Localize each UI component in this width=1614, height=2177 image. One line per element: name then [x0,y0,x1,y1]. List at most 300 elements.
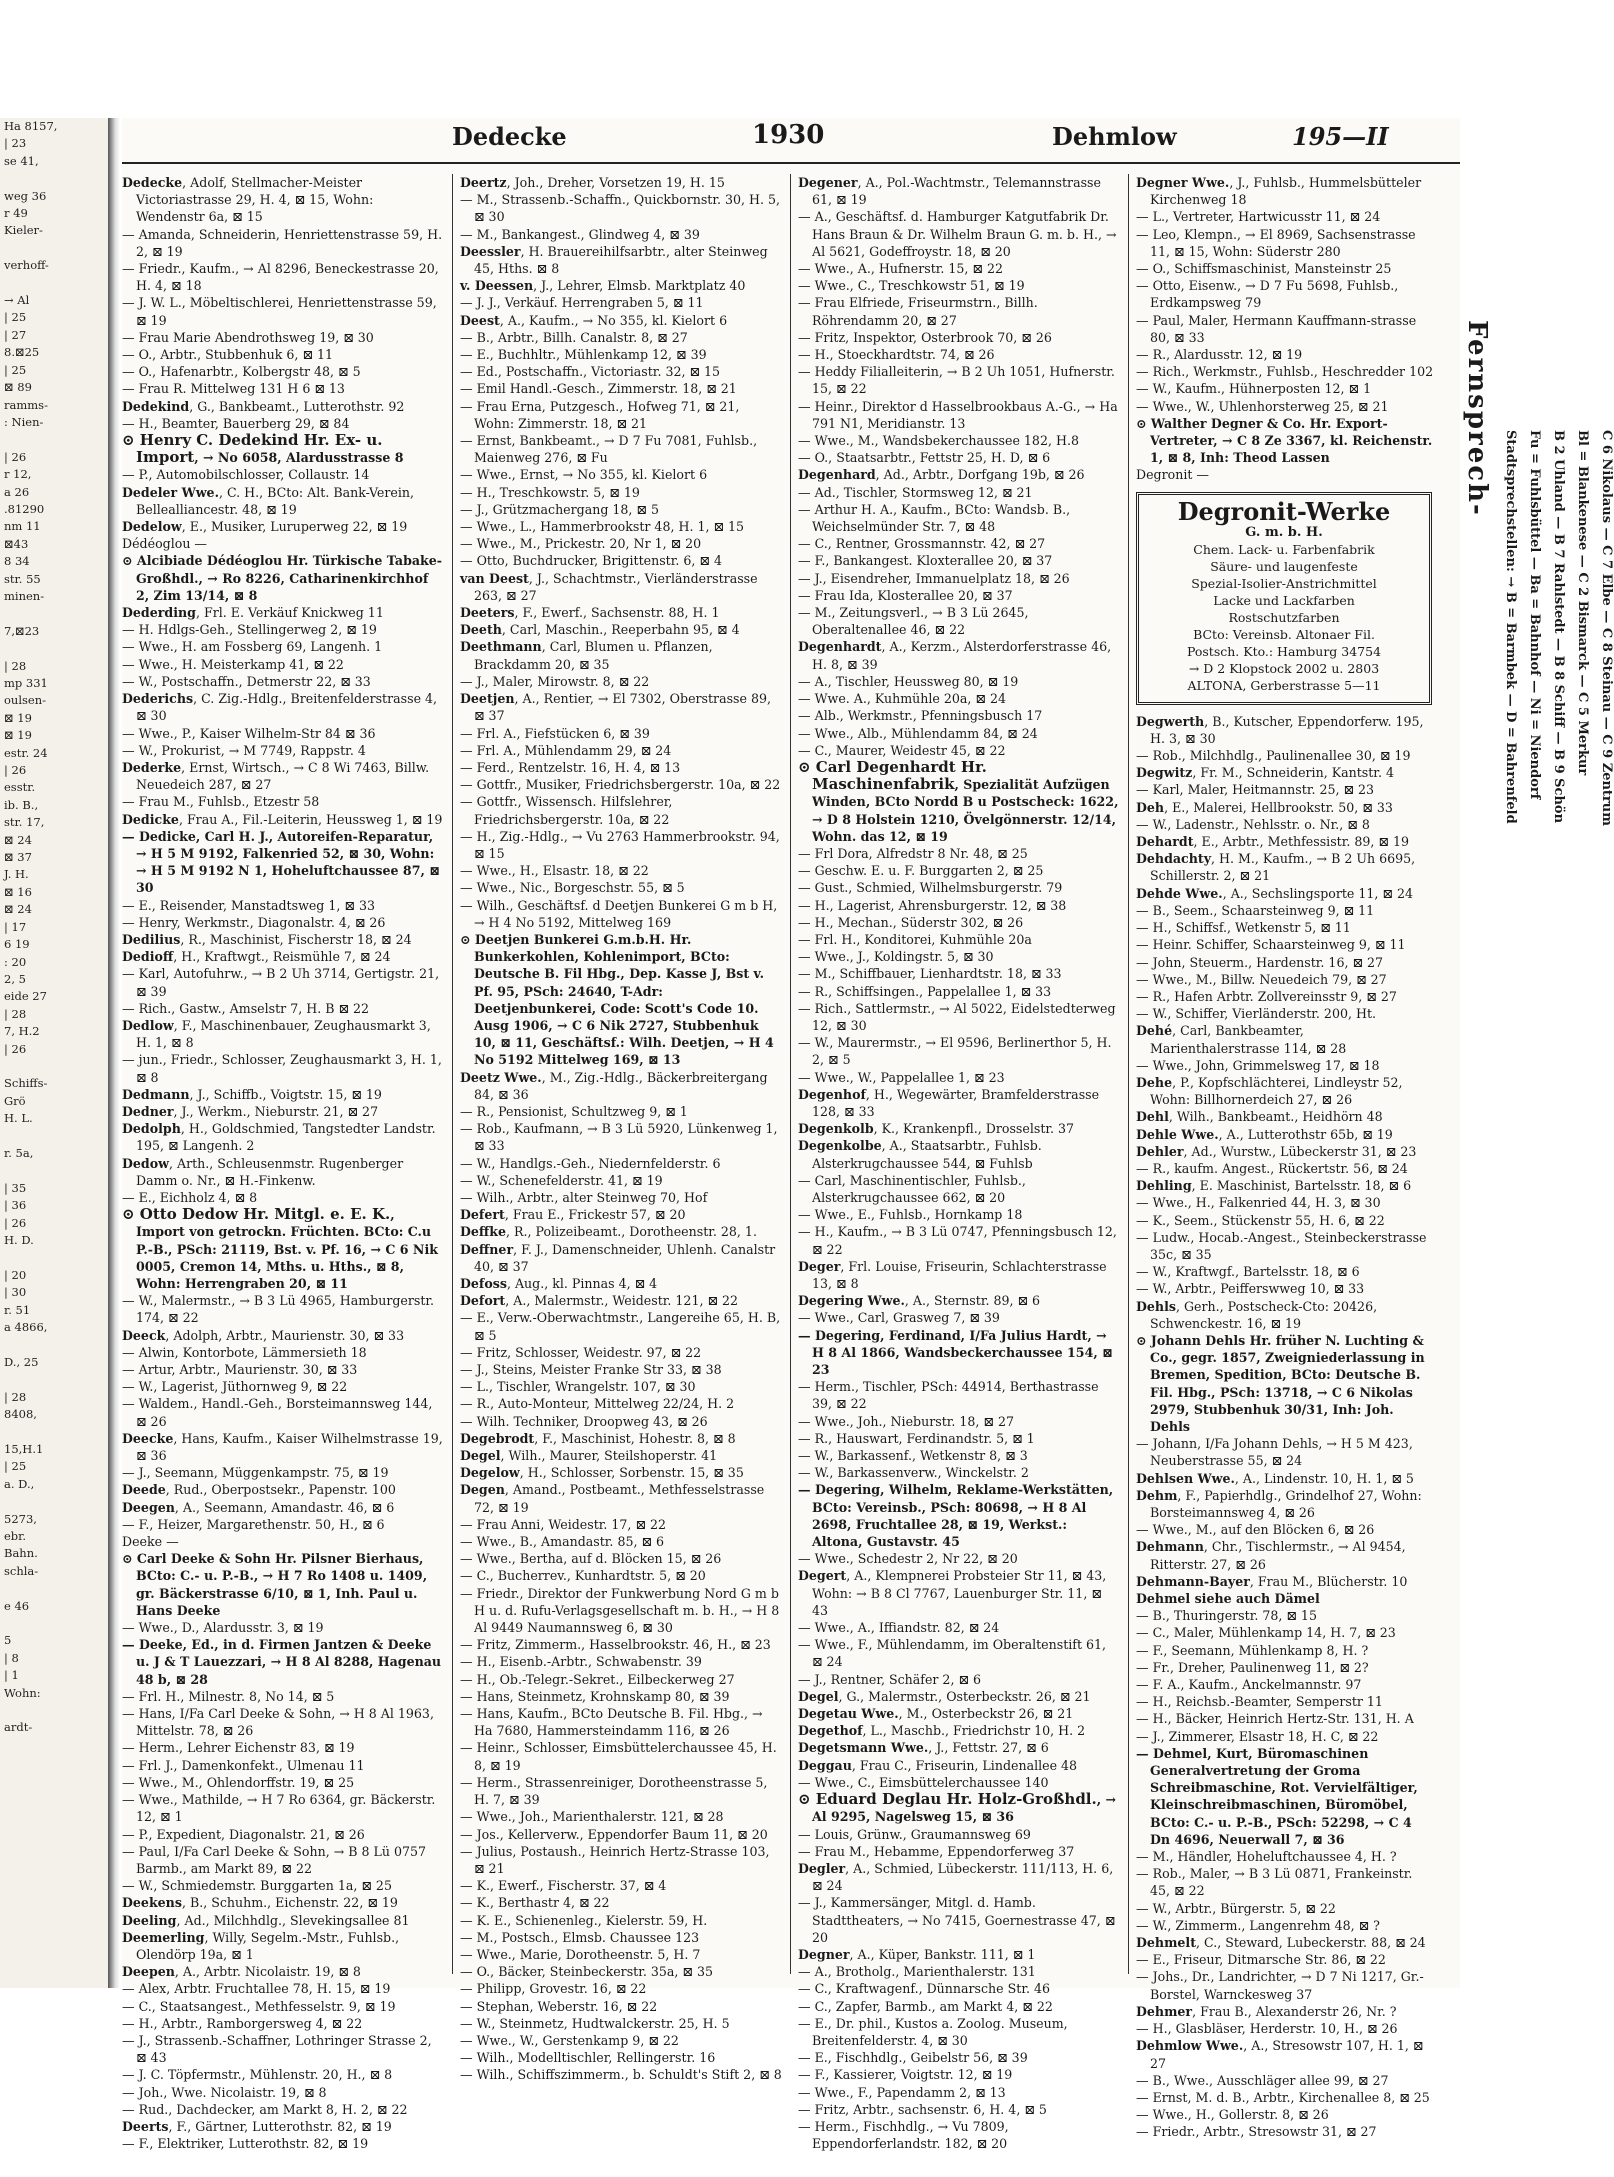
directory-entry: ⊙ Alcibiade Dédéoglou Hr. Türkische Tabake-Großhdl., → Ro 8226, Catharinenkirchhof 2, Zim 13/14, ⊠ 8 [122,553,442,603]
ad-title: Degronit-Werke [1177,496,1391,526]
previous-page-fragment: weg 36 [4,188,47,203]
directory-entry: Degwitz, Fr. M., Schneiderin, Kantstr. 4 [1136,765,1394,781]
previous-page-fragment: D., 25 [4,1354,39,1369]
previous-page-fragment: a 4866, [4,1320,48,1335]
ad-lines [1149,541,1419,694]
directory-entry: — Wwe. A., Kuhmühle 20a, ⊠ 24 [798,691,1007,707]
directory-entry: — F., Bankangest. Kloxterallee 20, ⊠ 37 [798,553,1053,569]
directory-entry: — W., Ladenstr., Nehlsstr. o. Nr., ⊠ 8 [1136,816,1370,832]
directory-entry: — Otto, Buchdrucker, Brigittenstr. 6, ⊠ 4 [460,553,722,569]
directory-entry: — Wwe., P., Kaiser Wilhelm-Str 84 ⊠ 36 [122,725,376,741]
directory-entry: Degetsmann Wwe., J., Fettstr. 27, ⊠ 6 [798,1740,1049,1756]
directory-entry: — Frau M., Hebamme, Eppendorferweg 37 [798,1843,1075,1859]
directory-entry: — Wwe., M., Prickestr. 20, Nr 1, ⊠ 20 [460,536,702,552]
directory-entry: — Hans, Kaufm., BCto Deutsche B. Fil. Hbg., → Ha 7680, Hammersteindamm 116, ⊠ 26 [460,1706,763,1739]
previous-page-fragment: | 28 [4,658,27,673]
directory-entry: — Arthur H. A., Kaufm., BCto: Wandsb. B., Weichselmünder Str. 7, ⊠ 48 [798,501,1071,535]
directory-entry: — E., Friseur, Ditmarsche Str. 86, ⊠ 22 [1136,1952,1386,1968]
previous-page-fragment: ramms- [4,397,48,412]
directory-entry: — W., Arbtr., Bürgerstr. 5, ⊠ 22 [1136,1900,1336,1916]
directory-entry: — K., Seem., Stückenstr 55, H. 6, ⊠ 22 [1136,1212,1385,1228]
directory-entry: ⊙ Eduard Deglau Hr. Holz-Großhdl., → Al 9295, Nagelsweg 15, ⊠ 36 [798,1790,1117,1825]
directory-entry: — Wwe., A., Iffiandstr. 82, ⊠ 24 [798,1620,1000,1636]
previous-page-fragment [0,605,110,622]
previous-page-fragment: ebr. [4,1528,27,1543]
directory-entry: — H., Arbtr., Ramborgersweg 4, ⊠ 22 [122,2015,363,2031]
previous-page-fragment [0,431,110,448]
directory-entry: — J., Strassenb.-Schaffner, Lothringer Strasse 2, ⊠ 43 [122,2032,432,2066]
directory-entry: — Otto, Eisenw., → D 7 Fu 5698, Fuhlsb., Erdkampsweg 79 [1136,278,1399,311]
directory-entry: — Frl. H., Konditorei, Kuhmühle 20a [798,931,1032,947]
header-last-name: Dehmlow [1052,122,1177,151]
directory-entry: — L., Vertreter, Hartwicusstr 11, ⊠ 24 [1136,209,1381,225]
directory-entry: — Wwe., John, Grimmelsweg 17, ⊠ 18 [1136,1057,1380,1073]
directory-entry: — B., Arbtr., Billh. Canalstr. 8, ⊠ 27 [460,329,688,345]
directory-entry: Dedmann, J., Schiffb., Voigtstr. 15, ⊠ 19 [122,1086,382,1102]
previous-page-fragment: : Nien- [4,414,44,429]
side-strip-line: Bl = Blankenese — C 2 Bismarck — C 5 Merkur [1575,430,1590,776]
directory-entry: — Rud., Dachdecker, am Markt 8, H. 2, ⊠ 22 [122,2101,408,2117]
directory-entry: — F. A., Kaufm., Anckelmannstr. 97 [1136,1677,1362,1693]
page-header [122,118,1460,160]
directory-entry: Deegen, A., Seemann, Amandastr. 46, ⊠ 6 [122,1499,395,1515]
directory-entry: — Wwe., H., Elsastr. 18, ⊠ 22 [460,863,649,879]
directory-entry: Defoss, Aug., kl. Pinnas 4, ⊠ 4 [460,1276,658,1291]
directory-entry: — Wwe., W., Gerstenkamp 9, ⊠ 22 [460,2032,679,2048]
directory-entry: — Frau Erna, Putzgesch., Hofweg 71, ⊠ 21, Wohn: Zimmerstr. 18, ⊠ 21 [460,398,740,431]
directory-entry: Degel, Wilh., Maurer, Steilshoperstr. 41 [460,1448,718,1464]
directory-entry: — Rob., Kaufmann, → B 3 Lü 5920, Lünkenweg 1, ⊠ 33 [460,1121,778,1154]
directory-entry: — P., Expedient, Diagonalstr. 21, ⊠ 26 [122,1826,365,1842]
directory-entry: — Ernst, Bankbeamt., → D 7 Fu 7081, Fuhlsb., Maienweg 276, ⊠ Fu [460,433,758,466]
directory-entry: — F., Heizer, Margarethenstr. 50, H., ⊠ 6 [122,1516,385,1532]
previous-page-fragment: ib. B., [4,797,39,812]
directory-entry: Dehde Wwe., A., Sechslingsporte 11, ⊠ 24 [1136,885,1413,901]
directory-entry: Defert, Frau E., Frickestr 57, ⊠ 20 [460,1207,686,1223]
directory-entry: Dédéoglou — [122,536,208,552]
previous-page-fragment: | 27 [4,327,27,342]
directory-entry: — Hans, Steinmetz, Krohnskamp 80, ⊠ 39 [460,1688,730,1704]
directory-entry: — Herm., Lehrer Eichenstr 83, ⊠ 19 [122,1740,355,1756]
directory-entry: — C., Zapfer, Barmb., am Markt 4, ⊠ 22 [798,1998,1053,2014]
directory-entry: — F., Kassierer, Voigtstr. 12, ⊠ 19 [798,2067,1013,2083]
directory-entry: — Fritz, Inspektor, Osterbrook 70, ⊠ 26 [798,329,1052,345]
directory-entry: — Wwe., F., Papendamm 2, ⊠ 13 [798,2084,1006,2100]
ad-line: BCto: Vereinsb. Altonaer Fil. [1193,626,1375,642]
directory-entry: — C., Kraftwagenf., Dünnarsche Str. 46 [798,1981,1050,1997]
directory-entry: — L., Tischler, Wrangelstr. 107, ⊠ 30 [460,1379,696,1395]
directory-entry: Degelow, H., Schlosser, Sorbenstr. 15, ⊠ 35 [460,1465,744,1481]
directory-entry: Dederke, Ernst, Wirtsch., → C 8 Wi 7463, Billw. Neuedeich 287, ⊠ 27 [122,759,430,793]
directory-entry: — W., Arbtr., Peifferswweg 10, ⊠ 33 [1136,1281,1365,1297]
previous-page-fragment: verhoff- [4,258,49,273]
previous-page-fragment: ⊠ 19 [4,710,32,725]
directory-entry: Dehmann, Chr., Tischlermstr., → Al 9454, Ritterstr. 27, ⊠ 26 [1136,1539,1406,1572]
ad-subtitle: G. m. b. H. [1245,524,1323,540]
page-number: 195—II [1292,122,1389,151]
directory-entry: — H., Glasbläser, Herderstr. 10, H., ⊠ 26 [1136,2021,1398,2037]
directory-entry: Deessler, H. Brauereihilfsarbtr., alter Steinweg 45, Hths. ⊠ 8 [460,243,768,277]
directory-entry: — Ad., Tischler, Stormsweg 12, ⊠ 21 [798,484,1033,500]
directory-entry: Deethmann, Carl, Blumen u. Pflanzen, Brackdamm 20, ⊠ 35 [460,639,713,672]
ad-line: Rostschutzfarben [1228,609,1340,625]
directory-entry: Degenhard, Ad., Arbtr., Dorfgang 19b, ⊠ 26 [798,467,1085,483]
directory-entry: Deh, E., Malerei, Hellbrookstr. 50, ⊠ 33 [1136,799,1393,815]
directory-entry: — H., Lagerist, Ahrensburgerstr. 12, ⊠ 38 [798,897,1067,913]
directory-entry: Degronit — [1136,467,1210,483]
directory-entry: Dedecke, Adolf, Stellmacher-Meister Victoriastrasse 29, H. 4, ⊠ 15, Wohn: Wendenstr 6a, ⊠ 15 [122,175,374,225]
directory-entry: Deepen, A., Arbtr. Nicolaistr. 19, ⊠ 8 [122,1964,361,1980]
book-gutter [108,118,120,1988]
directory-entry: — A., Geschäftsf. d. Hamburger Katgutfabrik Dr. Hans Braun & Dr. Wilhelm Braun G. m. b. H., → Al 5621, Godeffroystr. 18, ⊠ 20 [798,209,1117,259]
directory-entry: — A., Brotholg., Marienthalerstr. 131 [798,1964,1036,1980]
directory-entry: — Henry, Werkmstr., Diagonalstr. 4, ⊠ 26 [122,914,386,930]
previous-page-fragment [0,1423,110,1440]
directory-entry: — Fritz, Arbtr., sachsenstr. 6, H. 4, ⊠ 5 [798,2101,1047,2117]
directory-entry: — J., Maler, Mirowstr. 8, ⊠ 22 [460,673,650,689]
directory-entry: — Wilh. Techniker, Droopweg 43, ⊠ 26 [460,1413,708,1429]
directory-entry: — Frl. J., Damenkonfekt., Ulmenau 11 [122,1757,365,1773]
directory-entry: — Wwe., Joh., Marienthalerstr. 121, ⊠ 28 [460,1809,724,1825]
directory-entry: — W., Lagerist, Jüthornweg 9, ⊠ 22 [122,1379,348,1395]
directory-entry: Deemerling, Willy, Segelm.-Mstr., Fuhlsb., Olendörp 19a, ⊠ 1 [122,1929,400,1962]
directory-entry: — B., Seem., Schaarsteinweg 9, ⊠ 11 [1136,902,1375,918]
directory-entry: — M., Schiffbauer, Lienhardtstr. 18, ⊠ 33 [798,966,1062,982]
directory-entry: — Waldem., Handl.-Geh., Borsteimannsweg 144, ⊠ 26 [122,1396,433,1429]
directory-entry: — Alb., Werkmstr., Pfenningsbusch 17 [798,708,1043,724]
directory-entry: — J. W. L., Möbeltischlerei, Henriettenstrasse 59, ⊠ 19 [122,295,437,328]
previous-page-fragment: Schiffs- [4,1076,48,1091]
directory-entry: ⊙ Johann Dehls Hr. früher N. Luchting & Co., gegr. 1857, Zweigniederlassung in Bremen, Spedition, BCto: Deutsche B. Fil. Hbg., PSch: 13718, → C 6 Nikolas 2979, Stubbenhuk 30/31, Inh: Joh. Dehls [1136,1332,1425,1434]
ad-line: Lacke und Lackfarben [1213,592,1355,608]
directory-entry: — Ed., Postschaffn., Victoriastr. 32, ⊠ 15 [460,364,721,380]
directory-entry: — F., Elektriker, Lutterothstr. 82, ⊠ 19 [122,2136,369,2152]
previous-page-fragment: 7, H.2 [4,1024,40,1039]
directory-entry: — B., Thuringerstr. 78, ⊠ 15 [1136,1608,1317,1624]
previous-page-fragment: r. 5a, [4,1145,34,1160]
directory-entry: — Wwe., W., Pappelallee 1, ⊠ 23 [798,1069,1005,1085]
previous-page-fragment: | 26 [4,449,27,464]
directory-entry: — W., Barkassenf., Wetkenstr 8, ⊠ 3 [798,1448,1028,1464]
directory-entry: — Gottfr., Wissensch. Hilfslehrer, Friedrichsbergerstr. 10a, ⊠ 22 [460,794,673,827]
directory-entry: Dehdachty, H. M., Kaufm., → B 2 Uh 6695, Schillerstr. 2, ⊠ 21 [1136,851,1416,884]
directory-entry: — C., Maurer, Weidestr 45, ⊠ 22 [798,742,1006,758]
column-4 [1136,174,1436,2140]
directory-entry: Deerts, F., Gärtner, Lutterothstr. 82, ⊠ 19 [122,2118,392,2134]
column-divider [1128,174,1129,1974]
directory-entry: — Alwin, Kontorbote, Lämmersieth 18 [122,1344,367,1360]
directory-entry: Deest, A., Kaufm., → No 355, kl. Kielort 6 [460,312,728,328]
directory-entry: — O., Arbtr., Stubbenhuk 6, ⊠ 11 [122,347,334,363]
directory-entry: — H. Hdlgs-Geh., Stellingerweg 2, ⊠ 19 [122,622,377,638]
directory-entry: — Julius, Postaush., Heinrich Hertz-Strasse 103, ⊠ 21 [460,1843,770,1876]
directory-entry: — Ludw., Hocab.-Angest., Steinbeckerstrasse 35c, ⊠ 35 [1136,1229,1427,1262]
directory-entry: — Wwe., C., Treschkowstr 51, ⊠ 19 [798,278,1025,294]
directory-entry: — R., Auto-Monteur, Mittelweg 22/24, H. 2 [460,1396,735,1412]
directory-entry: — Wwe., Joh., Nieburstr. 18, ⊠ 27 [798,1413,1015,1429]
directory-entry: Degert, A., Klempnerei Probsteier Str 11, ⊠ 43, Wohn: → B 8 Cl 7767, Lauenburger Str. 11, ⊠ 43 [798,1568,1107,1618]
directory-entry: — M., Strassenb.-Schaffn., Quickbornstr. 30, H. 5, ⊠ 30 [460,192,781,225]
previous-page-fragment: mp 331 [4,676,48,690]
column-divider [790,174,791,1974]
directory-entry: — J., Kammersänger, Mitgl. d. Hamb. Stadttheaters, → No 7415, Goernestrasse 47, ⊠ 20 [798,1895,1116,1945]
directory-entry: Degner, A., Küper, Bankstr. 111, ⊠ 1 [798,1946,1036,1962]
directory-entry: — Wwe., H., Falkenried 44, H. 3, ⊠ 30 [1136,1195,1381,1211]
directory-entry: — H., Zig.-Hdlg., → Vu 2763 Hammerbrookstr. 94, ⊠ 15 [460,828,780,861]
previous-page-fragment: : 20 [4,954,27,969]
previous-page-fragment: 8.⊠25 [4,345,40,360]
directory-entry: Dehm, F., Papierhdlg., Grindelhof 27, Wohn: Borsteimannsweg 4, ⊠ 26 [1136,1487,1422,1520]
directory-entry: — J., Zimmerer, Elsastr 18, H. C, ⊠ 22 [1136,1728,1379,1744]
column-2 [460,174,782,2083]
directory-entry: — Karl, Maler, Heitmannstr. 25, ⊠ 23 [1136,782,1375,798]
directory-entry: — R., Hafen Arbtr. Zollvereinsstr 9, ⊠ 27 [1136,988,1397,1004]
directory-entry: — Emil Handl.-Gesch., Zimmerstr. 18, ⊠ 21 [460,381,737,397]
directory-page [122,118,1460,2152]
directory-entry: — H., Kaufm., → B 3 Lü 0747, Pfenningsbusch 12, ⊠ 22 [798,1224,1117,1257]
directory-entry: ⊙ Walther Degner & Co. Hr. Export-Vertreter, → C 8 Ze 3367, kl. Reichenstr. 1, ⊠ 8, Inh: Theod Lassen [1136,415,1433,466]
directory-entry: — Friedr., Direktor der Funkwerbung Nord G m b H u. d. Rufu-Verlagsgesellschaft m. b. H., → H 8 Al 9449 Naumannsweg 6, ⊠ 30 [460,1585,780,1636]
directory-entry: — C., Staatsangest., Methfesselstr. 9, ⊠ 19 [122,1998,396,2014]
directory-entry: — E., Dr. phil., Kustos a. Zoolog. Museum, Breitenfelderstr. 4, ⊠ 30 [798,2015,1068,2048]
directory-entry: — W., Barkassenverw., Winckelstr. 2 [798,1465,1029,1481]
previous-page-fragment: J. H. [4,867,29,882]
directory-entry: — Jos., Kellerverw., Eppendorfer Baum 11, ⊠ 20 [460,1826,768,1842]
directory-entry: — J., Grützmachergang 18, ⊠ 5 [460,501,659,517]
directory-entry: — Wwe., L., Hammerbrookstr 48, H. 1, ⊠ 15 [460,519,745,535]
directory-entry: — Frl. A., Mühlendamm 29, ⊠ 24 [460,742,672,758]
previous-page-fragment [0,1249,110,1266]
directory-entry: — Ferd., Rentzelstr. 16, H. 4, ⊠ 13 [460,759,681,775]
directory-entry: — Johann, I/Fa Johann Dehls, → H 5 M 423, Neuberstrasse 55, ⊠ 24 [1136,1436,1413,1469]
previous-page-fragment [0,1162,110,1179]
directory-entry: — Wwe., Schedestr 2, Nr 22, ⊠ 20 [798,1551,1018,1567]
directory-entry: Deeck, Adolph, Arbtr., Maurienstr. 30, ⊠ 33 [122,1327,405,1343]
directory-entry: — Wwe., E., Fuhlsb., Hornkamp 18 [798,1207,1023,1223]
directory-entry: Degenhof, H., Wegewärter, Bramfelderstrasse 128, ⊠ 33 [798,1086,1100,1119]
side-strip-line: C 6 Nikolaus — C 7 Elbe — C 8 Steinau — C 9 Zentrum [1599,430,1614,826]
directory-entry: — Wilh., Geschäftsf. d Deetjen Bunkerei G m b H, → H 4 No 5192, Mittelweg 169 [460,897,778,930]
directory-entry: Degen, Amand., Postbeamt., Methfesselstrasse 72, ⊠ 19 [460,1482,765,1515]
directory-entry: — Dedicke, Carl H. J., Autoreifen-Reparatur, → H 5 M 9192, Falkenried 52, ⊠ 30, Wohn: → H 5 M 9192 N 1, Hoheluftchaussee 87, ⊠ 30 [122,828,440,896]
directory-entry: — Rich., Gastw., Amselstr 7, H. B ⊠ 22 [122,1000,370,1016]
directory-entry: Degler, A., Schmied, Lübeckerstr. 111/113, H. 6, ⊠ 24 [798,1860,1114,1894]
previous-page-fragment: 5 [4,1633,12,1648]
ad-line: Spezial-Isolier-Anstrichmittel [1191,575,1377,591]
directory-entry: Deertz, Joh., Dreher, Vorsetzen 19, H. 15 [460,175,725,190]
previous-page-fragment: 8 34 [4,554,30,569]
directory-entry: — Gust., Schmied, Wilhelmsburgerstr. 79 [798,880,1063,896]
directory-entry: Deffner, F. J., Damenschneider, Uhlenh. Canalstr 40, ⊠ 37 [460,1241,776,1274]
directory-entry: — M., Postsch., Elmsb. Chaussee 123 [460,1929,700,1945]
directory-entry: — Heinr., Direktor d Hasselbrookbaus A.-G., → Ha 791 N1, Meridianstr. 13 [798,398,1118,431]
directory-entry: — Louis, Grünw., Graumannsweg 69 [798,1826,1031,1842]
previous-page-fragment: eide 27 [4,989,47,1004]
header-rule [122,162,1460,164]
previous-page-fragment: r 12, [4,467,32,482]
directory-entry: — E., Eichholz 4, ⊠ 8 [122,1189,258,1205]
directory-entry: — Wwe., M., Ohlendorffstr. 19, ⊠ 25 [122,1774,355,1790]
directory-entry: — Stephan, Weberstr. 16, ⊠ 22 [460,1998,658,2014]
directory-entry: — Rich., Werkmstr., Fuhlsb., Heschredder 102 [1136,364,1434,380]
directory-entry: — Wwe., W., Uhlenhorsterweg 25, ⊠ 21 [1136,398,1389,414]
previous-page-fragment: | 35 [4,1180,27,1195]
directory-entry: — R., Alardusstr. 12, ⊠ 19 [1136,347,1303,363]
directory-entry: — Wwe., F., Mühlendamm, im Oberaltenstift 61, ⊠ 24 [798,1637,1107,1670]
directory-entry: Dehls, Gerh., Postscheck-Cto: 20426, Schwenckestr. 16, ⊠ 19 [1136,1298,1378,1331]
ad-line: Postsch. Kto.: Hamburg 34754 [1186,643,1382,659]
directory-entry: — Herm., Tischler, PSch: 44914, Berthastrasse 39, ⊠ 22 [798,1379,1099,1412]
directory-entry: — R., Hauswart, Ferdinandstr. 5, ⊠ 1 [798,1430,1035,1446]
directory-entry: — Ernst, M. d. B., Arbtr., Kirchenallee 8, ⊠ 25 [1136,2089,1430,2105]
directory-entry: — P., Automobilschlosser, Collaustr. 14 [122,467,370,483]
previous-page-fragment: | 28 [4,1006,27,1021]
directory-entry: — O., Hafenarbtr., Kolbergstr 48, ⊠ 5 [122,364,361,380]
directory-entry: — Wwe., Mathilde, → H 7 Ro 6364, gr. Bäckerstr. 12, ⊠ 1 [122,1792,436,1825]
previous-page-fragment: H. L. [4,1111,33,1126]
directory-entry: — Frau Marie Abendrothsweg 19, ⊠ 30 [122,329,374,345]
previous-page-fragment [0,1615,110,1632]
directory-entry: — Wwe., H. am Fossberg 69, Langenh. 1 [122,639,383,655]
previous-page-fragment: | 30 [4,1285,27,1300]
directory-entry: — Frau Anni, Weidestr. 17, ⊠ 22 [460,1516,667,1532]
previous-page-fragment: | 25 [4,362,27,377]
previous-page-fragment: | 36 [4,1198,27,1213]
previous-page-edge [0,118,113,1988]
directory-entry: Dedilius, R., Maschinist, Fischerstr 18, ⊠ 24 [122,931,412,947]
directory-entry: — Wwe., J., Koldingstr. 5, ⊠ 30 [798,949,994,965]
previous-page-fragment: ⊠ 37 [4,850,32,865]
previous-page-fragment: estr. 24 [4,745,48,760]
directory-entry: Dehe, P., Kopfschlächterei, Lindleystr 52, Wohn: Billhornerdeich 27, ⊠ 26 [1136,1074,1403,1108]
directory-entry: — Degering, Wilhelm, Reklame-Werkstätten, BCto: Vereinsb., PSch: 80698, → H 8 Al 2698, Fruchtallee 28, ⊠ 19, Werkst.: Altona, Gustavstr. 45 [798,1482,1114,1550]
directory-entry: — Paul, I/Fa Carl Deeke & Sohn, → B 8 Lü 0757 Barmb., am Markt 89, ⊠ 22 [122,1843,427,1876]
previous-page-fragment: ardt- [4,1720,33,1735]
previous-page-fragment [0,240,110,257]
directory-entry: — Johs., Dr., Landrichter, → D 7 Ni 1217, Gr.-Borstel, Warnckesweg 37 [1136,1969,1424,2002]
directory-entry: Deetz Wwe., M., Zig.-Hdlg., Bäckerbreitergang 84, ⊠ 36 [460,1069,768,1102]
directory-entry: — H., Beamter, Bauerberg 29, ⊠ 84 [122,415,350,431]
directory-entry: Dedekind, G., Bankbeamt., Lutterothstr. 92 [122,398,405,414]
directory-entry: Deggau, Frau C., Friseurin, Lindenallee 48 [798,1757,1078,1773]
directory-entry: — Frau Ida, Klosterallee 20, ⊠ 37 [798,587,1013,603]
previous-page-fragment [0,1493,110,1510]
directory-entry: Dehmann-Bayer, Frau M., Blücherstr. 10 [1136,1573,1408,1589]
previous-page-fragment: → Al [4,293,30,308]
directory-entry: Degel, G., Malermstr., Osterbeckstr. 26, ⊠ 21 [798,1688,1091,1704]
directory-entry: — Wwe., M., Billw. Neuedeich 79, ⊠ 27 [1136,971,1387,987]
previous-page-fragment: | 26 [4,1041,27,1056]
directory-entry: — R., Schiffsingen., Pappelallee 1, ⊠ 33 [798,983,1052,999]
directory-entry: — H., Reichsb.-Beamter, Semperstr 11 [1136,1694,1383,1710]
directory-entry: Dedioff, H., Kraftwgt., Reismühle 7, ⊠ 24 [122,949,391,965]
directory-entry: — Alex, Arbtr. Fruchtallee 78, H. 15, ⊠ 19 [122,1981,391,1997]
directory-entry: — J., Eisendreher, Immanuelplatz 18, ⊠ 26 [798,570,1070,586]
directory-entry: Dedner, J., Werkm., Nieburstr. 21, ⊠ 27 [122,1103,379,1119]
directory-entry: — J., Rentner, Schäfer 2, ⊠ 6 [798,1671,982,1687]
directory-entry: — Frau Elfriede, Friseurmstrn., Billh. Röhrendamm 20, ⊠ 27 [798,295,1038,328]
previous-page-fragment: | 28 [4,1389,27,1404]
previous-page-fragment: esstr. [4,780,36,795]
previous-page-fragment: oulsen- [4,693,47,708]
directory-entry: ⊙ Henry C. Dedekind Hr. Ex- u. Import, → No 6058, Alardusstrasse 8 [122,431,404,467]
previous-page-fragment: ⊠43 [4,536,29,551]
previous-page-fragment: nm 11 [4,519,41,534]
directory-entry: Dederichs, C. Zig.-Hdlg., Breitenfelderstrasse 4, ⊠ 30 [122,691,438,724]
column-1 [122,174,444,2152]
previous-page-fragment [0,1702,110,1719]
directory-entry: — Hans, I/Fa Carl Deeke & Sohn, → H 8 Al 1963, Mittelstr. 78, ⊠ 26 [122,1706,434,1739]
previous-page-fragment: se 41, [4,153,39,168]
directory-entry: Deger, Frl. Louise, Friseurin, Schlachterstrasse 13, ⊠ 8 [798,1258,1107,1291]
directory-entry: — W., Maurermstr., → El 9596, Berlinerthor 5, H. 2, ⊠ 5 [798,1035,1112,1068]
previous-page-fragment [0,640,110,657]
previous-page-fragment: str. 55 [4,571,41,586]
previous-page-fragment: Wohn: [4,1685,41,1700]
directory-entry: Degetau Wwe., M., Osterbeckstr 26, ⊠ 21 [798,1706,1074,1722]
directory-entry: ⊙ Otto Dedow Hr. Mitgl. e. E. K., Import von getrockn. Früchten. BCto: C.u P.-B., PSch: 21119, Bst. v. Pf. 16, → C 6 Nik 0005, Cremon 14, Mths. u. Hths., ⊠ 8, Wohn: Herrengraben 20, ⊠ 11 [122,1205,438,1291]
advertisement-box [1136,492,1432,705]
side-strip-line: Fu = Fuhlsbüttel — Ba = Bahnhof — Ni = Niendorf [1527,430,1542,800]
previous-page-fragment: 7,⊠23 [4,623,40,638]
previous-page-fragment: | 8 [4,1650,19,1665]
directory-entry: — J. C. Töpfermstr., Mühlenstr. 20, H., ⊠ 8 [122,2067,393,2083]
directory-entry: — Wwe., Ernst, → No 355, kl. Kielort 6 [460,467,708,483]
directory-entry: — O., Schiffsmaschinist, Mansteinstr 25 [1136,261,1392,277]
directory-entry: — Frau M., Fuhlsb., Etzestr 58 [122,794,320,810]
directory-entry: Deeling, Ad., Milchhdlg., Slevekingsallee 81 [122,1912,410,1928]
directory-entry: Deeke — [122,1534,179,1550]
directory-entry: — Herm., Strassenreiniger, Dorotheenstrasse 5, H. 7, ⊠ 39 [460,1774,768,1808]
directory-entry: — Heinr., Schlosser, Eimsbüttelerchaussee 45, H. 8, ⊠ 19 [460,1740,777,1773]
previous-page-fragment: | 1 [4,1668,19,1683]
previous-page-fragment: | 26 [4,763,27,778]
directory-entry: ⊙ Carl Degenhardt Hr. Maschinenfabrik, Spezialität Aufzügen Winden, BCto Nordd B u Postscheck: 1622, → D 8 Holstein 1210, Övelgönnerstr. 12/14, Wohn. das 12, ⊠ 19 [798,757,1119,844]
directory-entry: Dehmlow Wwe., A., Stresowstr 107, H. 1, ⊠ 27 [1136,2038,1424,2071]
directory-entry: — Leo, Klempn., → El 8969, Sachsenstrasse 11, ⊠ 15, Wohn: Süderstr 280 [1136,226,1416,259]
directory-entry: Dederding, Frl. E. Verkäuf Knickweg 11 [122,605,384,621]
directory-entry: — Frl Dora, Alfredstr 8 Nr. 48, ⊠ 25 [798,845,1028,861]
ad-line: Chem. Lack- u. Farbenfabrik [1193,541,1375,557]
directory-entry: — Amanda, Schneiderin, Henriettenstrasse 59, H. 2, ⊠ 19 [122,226,443,259]
directory-entry: — W., Kaufm., Hühnerposten 12, ⊠ 1 [1136,381,1372,397]
directory-entry: — Rich., Sattlermstr., → Al 5022, Eidelstedterweg 12, ⊠ 30 [798,1000,1116,1033]
directory-entry: — Wwe., Alb., Mühlendamm 84, ⊠ 24 [798,725,1038,741]
previous-page-fragment: r 49 [4,206,28,221]
directory-entry: — John, Steuerm., Hardenstr. 16, ⊠ 27 [1136,954,1384,970]
directory-entry: — W., Postschaffn., Detmerstr 22, ⊠ 33 [122,673,371,689]
directory-entry: — Frl. H., Milnestr. 8, No 14, ⊠ 5 [122,1688,335,1704]
previous-page-fragment: .81290 [4,501,45,516]
previous-page-fragment: Grö [4,1093,26,1108]
directory-entry: — Wwe., Carl, Grasweg 7, ⊠ 39 [798,1310,1000,1326]
directory-entry: — M., Händler, Hoheluftchaussee 4, H. ? [1136,1849,1397,1865]
directory-entry: — Karl, Autofuhrw., → B 2 Uh 3714, Gertigstr. 21, ⊠ 39 [122,966,440,999]
directory-entry: Dedelow, E., Musiker, Luruperweg 22, ⊠ 19 [122,519,408,535]
directory-entry: — C., Maler, Mühlenkamp 14, H. 7, ⊠ 23 [1136,1625,1396,1641]
previous-page-fragment: H. D. [4,1233,34,1247]
directory-entry: — Heinr. Schiffer, Schaarsteinweg 9, ⊠ 11 [1136,937,1406,953]
directory-entry: — O., Bäcker, Steinbeckerstr. 35a, ⊠ 35 [460,1964,713,1980]
directory-entry: — O., Staatsarbtr., Fettstr 25, H. D, ⊠ 6 [798,450,1051,466]
previous-page-fragment [0,1336,110,1353]
directory-entry: — Wwe., Nic., Borgeschstr. 55, ⊠ 5 [460,880,685,896]
directory-entry: — Rob., Maler, → B 3 Lü 0871, Frankeinstr. 45, ⊠ 22 [1136,1866,1413,1899]
column-divider [452,174,453,1974]
directory-entry: — Wwe., H., Gollerstr. 8, ⊠ 26 [1136,2107,1329,2123]
previous-page-fragment: minen- [4,588,45,603]
directory-entry: Deekens, B., Schuhm., Eichenstr. 22, ⊠ 19 [122,1895,398,1911]
